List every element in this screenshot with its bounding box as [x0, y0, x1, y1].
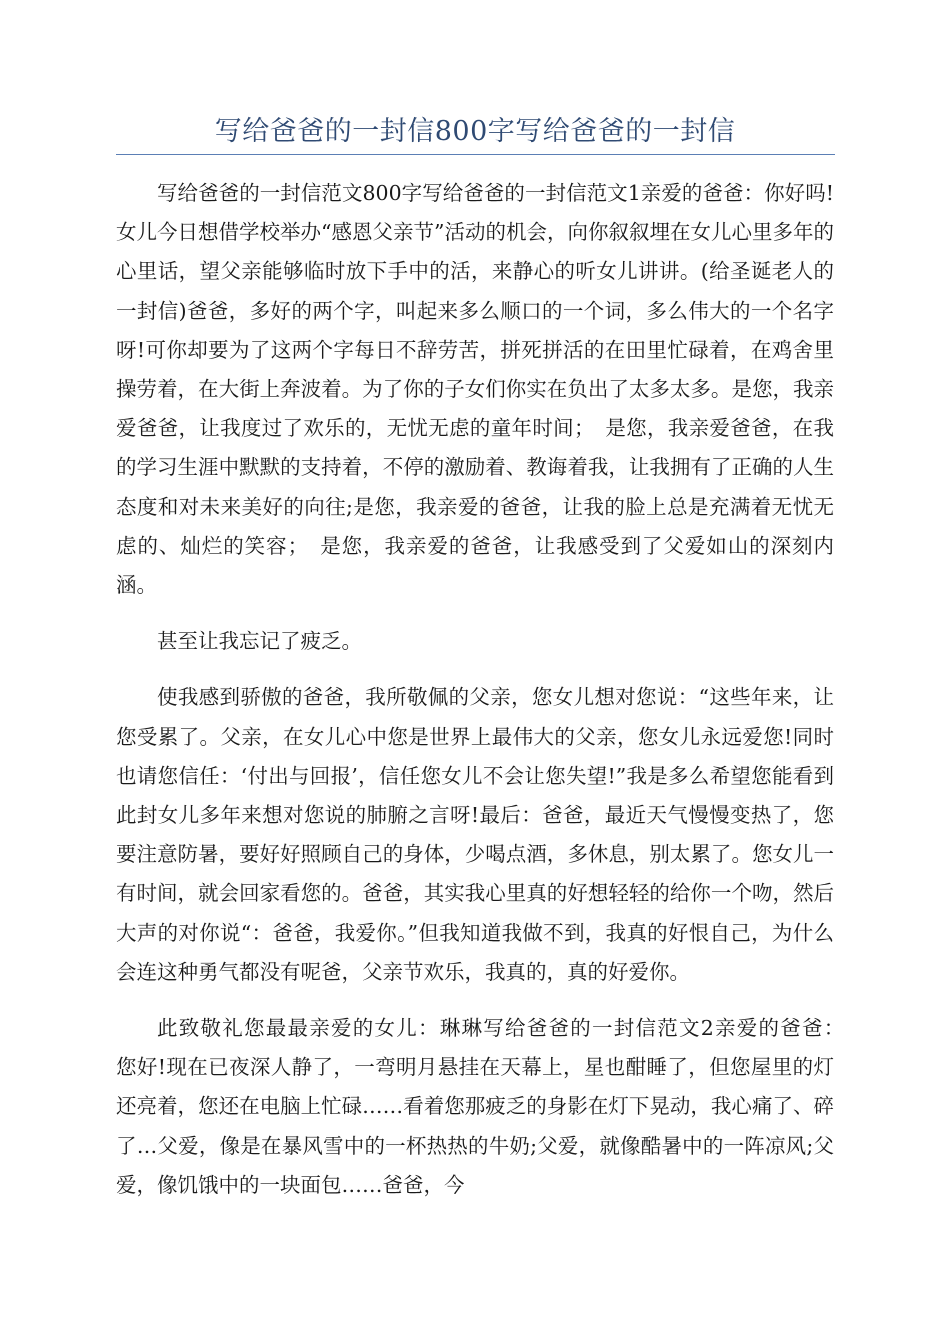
document-title: 写给爸爸的一封信800字写给爸爸的一封信: [214, 116, 736, 147]
document-body: [116, 174, 855, 1222]
paragraph-4: 此致敬礼您最最亲爱的女儿：琳琳写给爸爸的一封信范文2亲爱的爸爸： 您好!现在已夜深人静了，一弯明月悬挂在天幕上，星也酣睡了，但您屋里的灯还亮着，您还在电脑上忙碌……看着您那疲乏的身影在灯下晃动，我心痛了、碎了…父爱，像是在暴风雪中的一杯热热的牛奶;父爱，就像酷暑中的一阵凉风;父爱，像饥饿中的一块面包……爸爸，今: [116, 1016, 855, 1197]
paragraph-3: 使我感到骄傲的爸爸，我所敬佩的父亲，您女儿想对您说：“这些年来，让您受累了。父亲，在女儿心中您是世界上最伟大的父亲，您女儿永远爱您!同时也请您信任：‘付出与回报’，信任您女儿不会让您失望!”我是多么希望您能看到此封女儿多年来想对您说的肺腑之言呀!最后：爸爸，最近天气慢慢变热了，您要注意防暑，要好好照顾自己的身体，少喝点酒，多休息，别太累了。您女儿一有时间，就会回家看您的。爸爸，其实我心里真的好想轻轻的给你一个吻，然后大声的对你说“：爸爸，我爱你。”但我知道我做不到，我真的好恨自己，为什么会连这种勇气都没有呢爸，父亲节欢乐，我真的，真的好爱你。: [116, 685, 834, 984]
paragraph-2: 甚至让我忘记了疲乏。: [157, 629, 362, 654]
paragraph-1: 写给爸爸的一封信范文800字写给爸爸的一封信范文1亲爱的爸爸：你好吗!女儿今日想借学校举办“感恩父亲节”活动的机会，向你叙叙埋在女儿心里多年的心里话，望父亲能够临时放下手中的活，来静心的听女儿讲讲。(给圣诞老人的一封信)爸爸，多好的两个字，叫起来多么顺口的一个词，多么伟大的一个名字呀!可你却要为了这两个字每日不辞劳苦，拼死拼活的在田里忙碌着，在鸡舍里操劳着，在大街上奔波着。为了你的子女们你实在负出了太多太多。是您，我亲爱爸爸，让我度过了欢乐的，无忧无虑的童年时间； 是您，我亲爱爸爸，在我的学习生涯中默默的支持着，不停的激励着、教诲着我，让我拥有了正确的人生态度和对未来美好的向往;是您，我亲爱的爸爸，让我的脸上总是充满着无忧无虑的、灿烂的笑容； 是您，我亲爱的爸爸，让我感受到了父爱如山的深刻内涵。: [116, 181, 834, 598]
title-underline: [116, 154, 835, 155]
